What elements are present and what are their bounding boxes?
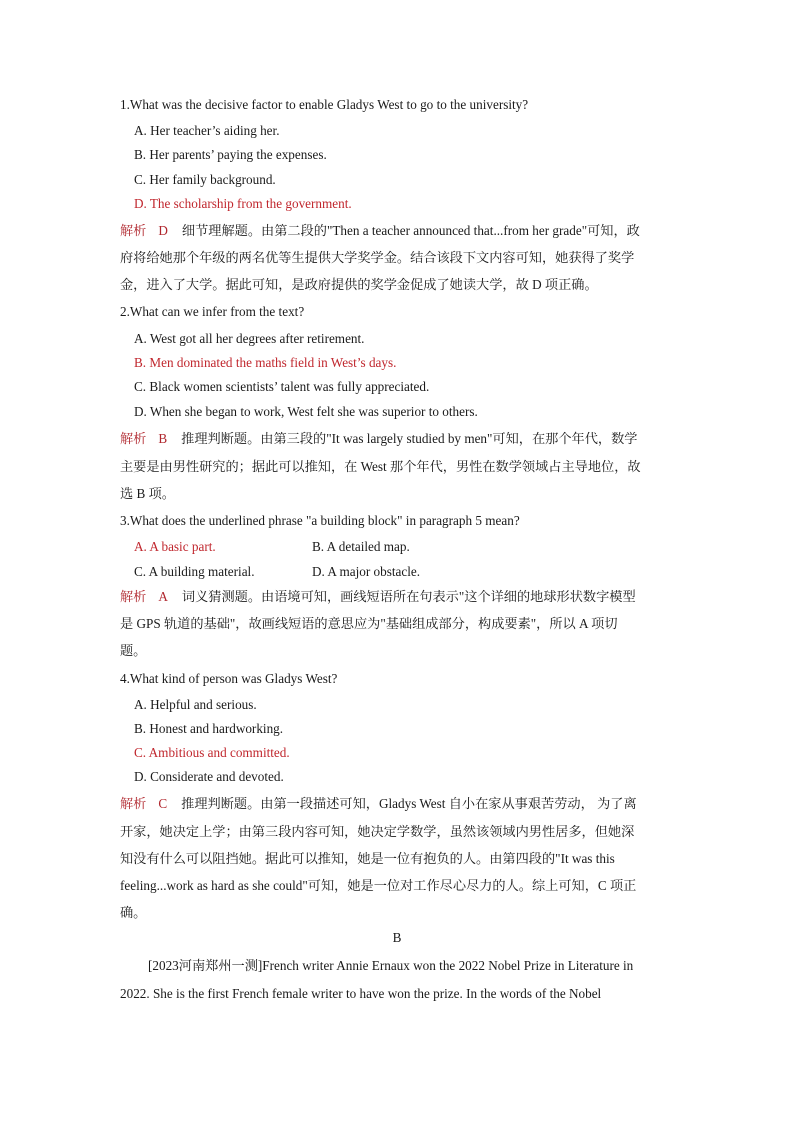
q2-option-b-correct: B. Men dominated the maths field in West’s days. xyxy=(134,355,397,370)
q3-explanation-line-3: 题。 xyxy=(120,643,147,658)
q2-option-d: D. When she began to work, West felt she was superior to others. xyxy=(134,404,478,419)
q1-explanation-line-2: 府将给她那个年级的两名优等生提供大学奖学金。结合该段下文内容可知，她获得了奖学 xyxy=(120,250,635,265)
answer-letter: C xyxy=(158,796,168,811)
question-3-stem: 3.What does the underlined phrase "a building block" in paragraph 5 mean? xyxy=(120,513,520,528)
q1-option-c: C. Her family background. xyxy=(134,172,276,187)
answer-letter: D xyxy=(158,223,168,238)
q4-explanation-line-4: feeling...work as hard as she could"可知，她是一位对工作尽心尽力的人。综上可知，C 项正 xyxy=(120,878,637,893)
q4-option-c-correct: C. Ambitious and committed. xyxy=(134,745,290,760)
q4-explanation-line-3: 知没有什么可以阻挡她。据此可以推知，她是一位有抱负的人。由第四段的"It was this xyxy=(120,851,615,866)
question-4-stem: 4.What kind of person was Gladys West? xyxy=(120,671,338,686)
explanation-text: 推理判断题。由第三段的"It was largely studied by men"可知，在那个年代，数学 xyxy=(181,431,638,446)
q4-explanation-line-1 xyxy=(120,795,672,813)
q1-option-a: A. Her teacher’s aiding her. xyxy=(134,123,280,138)
q3-explanation-line-1 xyxy=(120,588,672,606)
q4-option-d: D. Considerate and devoted. xyxy=(134,769,284,784)
q1-option-d-correct: D. The scholarship from the government. xyxy=(134,196,352,211)
q2-explanation-line-1 xyxy=(120,430,672,448)
q3-option-b: B. A detailed map. xyxy=(312,539,410,554)
q1-explanation-line-1 xyxy=(120,222,672,240)
explanation-text: 推理判断题。由第一段描述可知，Gladys West 自小在家从事艰苦劳动， 为了离 xyxy=(181,796,637,811)
q3-explanation-line-2: 是 GPS 轨道的基础"，故画线短语的意思应为"基础组成部分，构成要素"，所以 A 项切 xyxy=(120,616,618,631)
section-b-heading: B xyxy=(392,930,402,945)
q4-option-b: B. Honest and hardworking. xyxy=(134,721,284,736)
answer-label: 解析 xyxy=(120,796,147,811)
passage-b-line-1: [2023河南郑州一测]French writer Annie Ernaux won the 2022 Nobel Prize in Literature in xyxy=(148,958,634,973)
q2-option-a: A. West got all her degrees after retirement. xyxy=(134,331,365,346)
answer-label: 解析 xyxy=(120,223,147,238)
question-2-stem: 2.What can we infer from the text? xyxy=(120,304,305,319)
answer-letter: A xyxy=(158,589,168,604)
answer-label: 解析 xyxy=(120,431,147,446)
q3-option-c: C. A building material. xyxy=(134,564,255,579)
q3-option-a-correct: A. A basic part. xyxy=(134,539,216,554)
explanation-text: 细节理解题。由第二段的"Then a teacher announced that...from her grade"可知，政 xyxy=(181,223,640,238)
q4-explanation-line-2: 开家，她决定上学；由第三段内容可知，她决定学数学，虽然该领域内男性居多，但她深 xyxy=(120,824,635,839)
q3-option-d: D. A major obstacle. xyxy=(312,564,421,579)
question-1-stem: 1.What was the decisive factor to enable Gladys West to go to the university? xyxy=(120,97,529,112)
q4-option-a: A. Helpful and serious. xyxy=(134,697,257,712)
answer-letter: B xyxy=(158,431,168,446)
passage-b-line-2: 2022. She is the first French female writer to have won the prize. In the words of the Nobel xyxy=(120,986,602,1001)
q1-explanation-line-3: 金，进入了大学。据此可知，是政府提供的奖学金促成了她读大学，故 D 项正确。 xyxy=(120,277,598,292)
q4-explanation-line-5: 确。 xyxy=(120,905,147,920)
explanation-text: 词义猜测题。由语境可知，画线短语所在句表示"这个详细的地球形状数字模型 xyxy=(181,589,636,604)
q2-option-c: C. Black women scientists’ talent was fully appreciated. xyxy=(134,379,430,394)
q1-option-b: B. Her parents’ paying the expenses. xyxy=(134,147,327,162)
answer-label: 解析 xyxy=(120,589,147,604)
q2-explanation-line-2: 主要是由男性研究的；据此可以推知，在 West 那个年代，男性在数学领域占主导地位，故 xyxy=(120,459,641,474)
q2-explanation-line-3: 选 B 项。 xyxy=(120,486,175,501)
